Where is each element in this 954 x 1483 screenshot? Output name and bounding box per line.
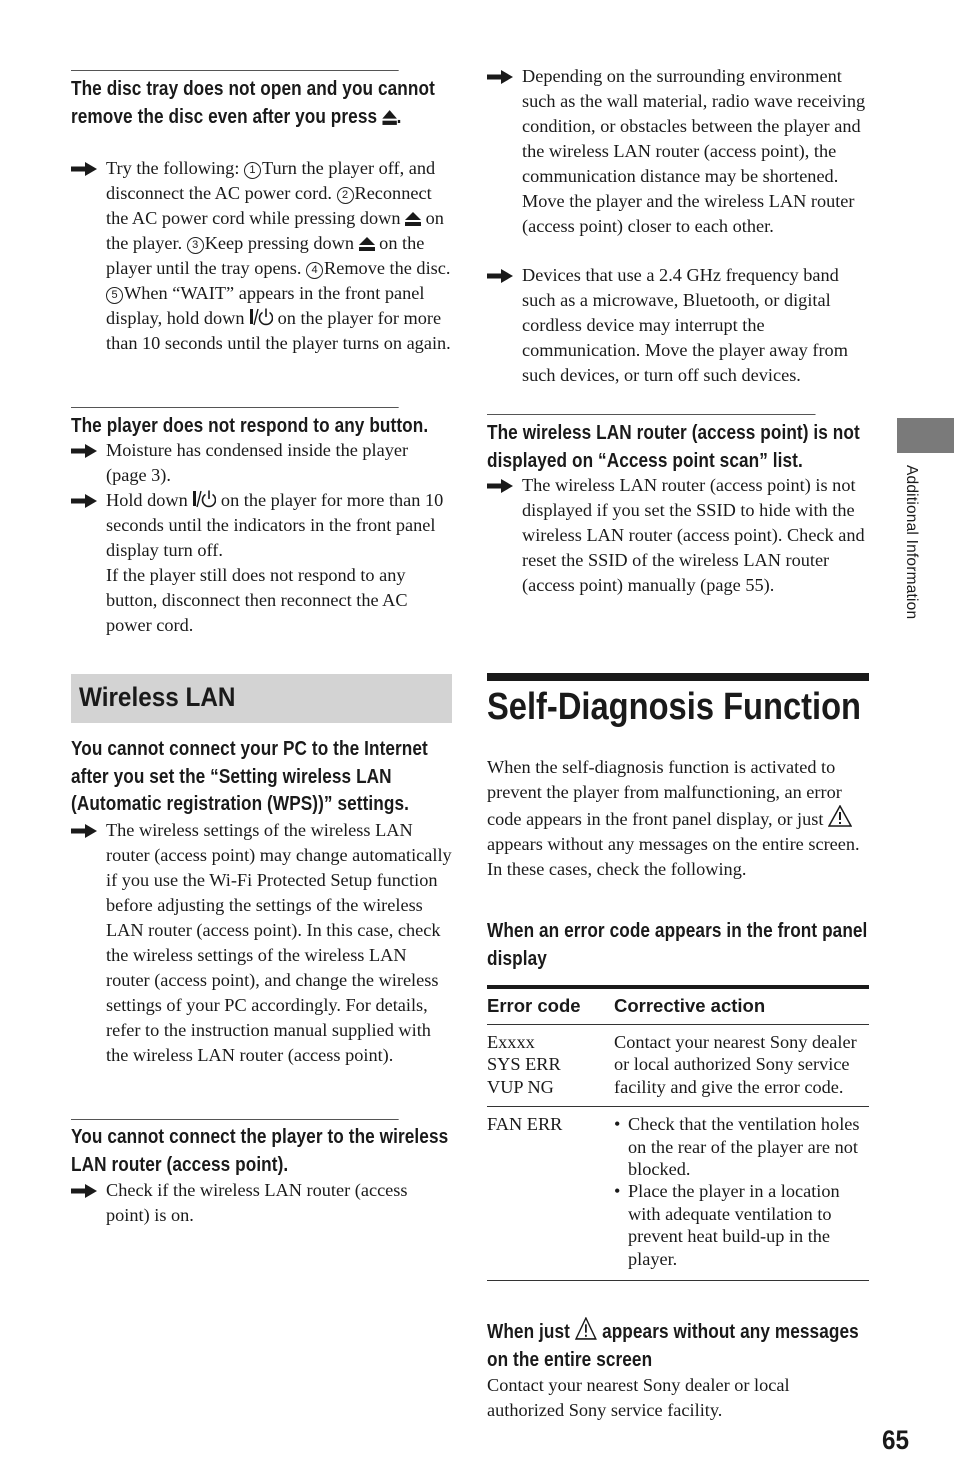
error-code-heading-text: When an error code appears in the front panel display (487, 920, 868, 970)
warning-only-heading (487, 1317, 859, 1374)
scan-heading-text: The wireless LAN router (access point) is not displayed on “Access point scan” list. (487, 422, 860, 472)
bullet-interference (487, 263, 869, 388)
intro-text-c: In these cases, check the following. (487, 859, 747, 879)
error-code-table (487, 985, 869, 1281)
error-code: Exxxx (487, 1032, 535, 1052)
router-connect-heading-text: You cannot connect the player to the wireless LAN router (access point). (71, 1126, 449, 1176)
eject-icon (359, 237, 375, 251)
bullet-environment (487, 64, 869, 239)
interference-text: Devices that use a 2.4 GHz frequency band such as a microwave, Bluetooth, or digital cordless device may interrupt the communication. Move the player away from such devices, or turn off such devices. (522, 265, 848, 385)
no-response-heading (71, 407, 429, 441)
contact-sony-text: Contact your nearest Sony dealer or local authorized Sony service facility. (487, 1375, 790, 1420)
bullet-moisture (71, 438, 452, 488)
intro-text-b: appears without any messages on the entire screen. (487, 834, 860, 854)
circled-number-5: 5 (106, 287, 123, 304)
environment-text: Depending on the surrounding environment such as the wall material, radio wave receiving condition, or obstacles between the player and the wireless LAN router (access point), the communication distance may be shortened. Move the player and the wireless LAN router (access point) closer to each other. (522, 66, 866, 236)
circled-number-4: 4 (306, 262, 323, 279)
bullet-wps (71, 818, 452, 1068)
error-code: SYS ERR (487, 1054, 561, 1075)
error-code-heading (487, 918, 868, 973)
step-5: When “WAIT” appears in the front panel display, hold down (106, 283, 425, 328)
step-4: Remove the disc. (324, 258, 451, 278)
heading-period: . (396, 105, 402, 128)
list-item: • Check that the ventilation holes on the rear of the player are not blocked. (614, 1113, 869, 1180)
bullet-ssid (487, 473, 869, 598)
side-section-label: Additional Information (903, 465, 920, 620)
arrow-icon (487, 70, 513, 84)
section-tab-marker (897, 418, 954, 453)
step-3-end: on the player until the tray opens. (106, 233, 425, 278)
arrow-icon (71, 162, 97, 176)
step-2-end: on the player. (106, 208, 444, 253)
column-header-error-code: Error code (487, 987, 614, 1025)
hold-down-text: Hold down (106, 490, 188, 510)
warning-icon (828, 805, 852, 827)
page-number: 65 (882, 1425, 910, 1455)
arrow-icon (71, 494, 97, 508)
error-code: VUP NG (487, 1076, 554, 1097)
wps-text: The wireless settings of the wireless LAN router (access point) may change automatically if you use the Wi-Fi Protected Setup function before adjusting the settings of the wireless LAN router (access point). In this case, check the wireless settings of the wireless LAN router (access point), and change the wireless settings of your PC accordingly. For details, refer to the instruction manual supplied with the wireless LAN router (access point). (106, 820, 452, 1065)
self-diagnosis-intro (487, 755, 869, 882)
corrective-action-list (614, 1113, 869, 1270)
bullet-router-on (71, 1178, 452, 1228)
ssid-text: The wireless LAN router (access point) is not displayed if you set the SSID to hide with the wireless LAN router (access point). Check and reset the SSID of the wireless LAN router (access point) manually (page 55). (522, 475, 865, 595)
corrective-action-cell: Contact your nearest Sony dealer or local authorized Sony service facility and give the error code. (614, 1025, 869, 1107)
table-row (487, 1025, 869, 1107)
disc-tray-steps (71, 156, 452, 356)
arrow-icon (487, 269, 513, 283)
still-no-response-text: If the player still does not respond to any button, disconnect then reconnect the AC power cord. (106, 565, 408, 635)
eject-icon (382, 110, 397, 125)
error-code: FAN ERR (487, 1114, 563, 1135)
step-intro: Try the following: (106, 158, 240, 178)
hold-down-text-end: on the player for more than 10 seconds until the indicators in the front panel display turn off. (106, 490, 444, 560)
no-response-heading-text: The player does not respond to any button. (71, 415, 429, 437)
pc-connect-heading-text: You cannot connect your PC to the Internet after you set the “Setting wireless LAN (Automatic registration (WPS))” settings. (71, 738, 428, 815)
title-rule (487, 673, 869, 681)
warning-only-heading-b: appears without any messages on the entire screen (487, 1321, 859, 1371)
error-codes-cell (487, 1025, 614, 1107)
power-icon (192, 490, 216, 508)
wireless-lan-band (71, 674, 452, 723)
eject-icon (405, 212, 421, 226)
self-diagnosis-title: Self-Diagnosis Function (487, 686, 862, 728)
arrow-icon (71, 824, 97, 838)
list-item: • Place the player in a location with adequate ventilation to prevent heat build-up in the player. (614, 1180, 869, 1270)
warning-icon (575, 1317, 597, 1340)
power-icon (249, 308, 273, 326)
error-codes-cell (487, 1107, 614, 1281)
arrow-icon (71, 444, 97, 458)
bullet-hold-down (71, 488, 452, 638)
step-1: Turn the player off, and disconnect the AC power cord. (106, 158, 436, 203)
step-5-end: on the player for more than 10 seconds until the player turns on again. (106, 308, 451, 353)
disc-tray-heading-text: The disc tray does not open and you cannot remove the disc even after you press (71, 78, 435, 128)
scan-heading (487, 414, 860, 475)
circled-number-3: 3 (187, 237, 204, 254)
circled-number-1: 1 (244, 162, 261, 179)
step-3: Keep pressing down (204, 233, 355, 253)
warning-only-heading-a: When just (487, 1321, 570, 1343)
arrow-icon (487, 479, 513, 493)
arrow-icon (71, 1184, 97, 1198)
router-on-text: Check if the wireless LAN router (access point) is on. (106, 1180, 408, 1225)
circled-number-2: 2 (337, 187, 354, 204)
table-row (487, 1107, 869, 1281)
intro-text-a: When the self-diagnosis function is activated to prevent the player from malfunctioning, an error code appears in the front panel display, or just (487, 757, 842, 829)
step-2: Reconnect the AC power cord while pressing down (106, 183, 432, 228)
disc-tray-heading (71, 70, 435, 131)
wireless-lan-title: Wireless LAN (79, 682, 236, 712)
corrective-action-cell (614, 1107, 869, 1281)
moisture-text: Moisture has condensed inside the player (page 3). (106, 440, 409, 485)
table-header-row (487, 987, 869, 1025)
router-connect-heading (71, 1119, 449, 1179)
pc-connect-heading (71, 736, 428, 819)
column-header-corrective-action: Corrective action (614, 987, 869, 1025)
